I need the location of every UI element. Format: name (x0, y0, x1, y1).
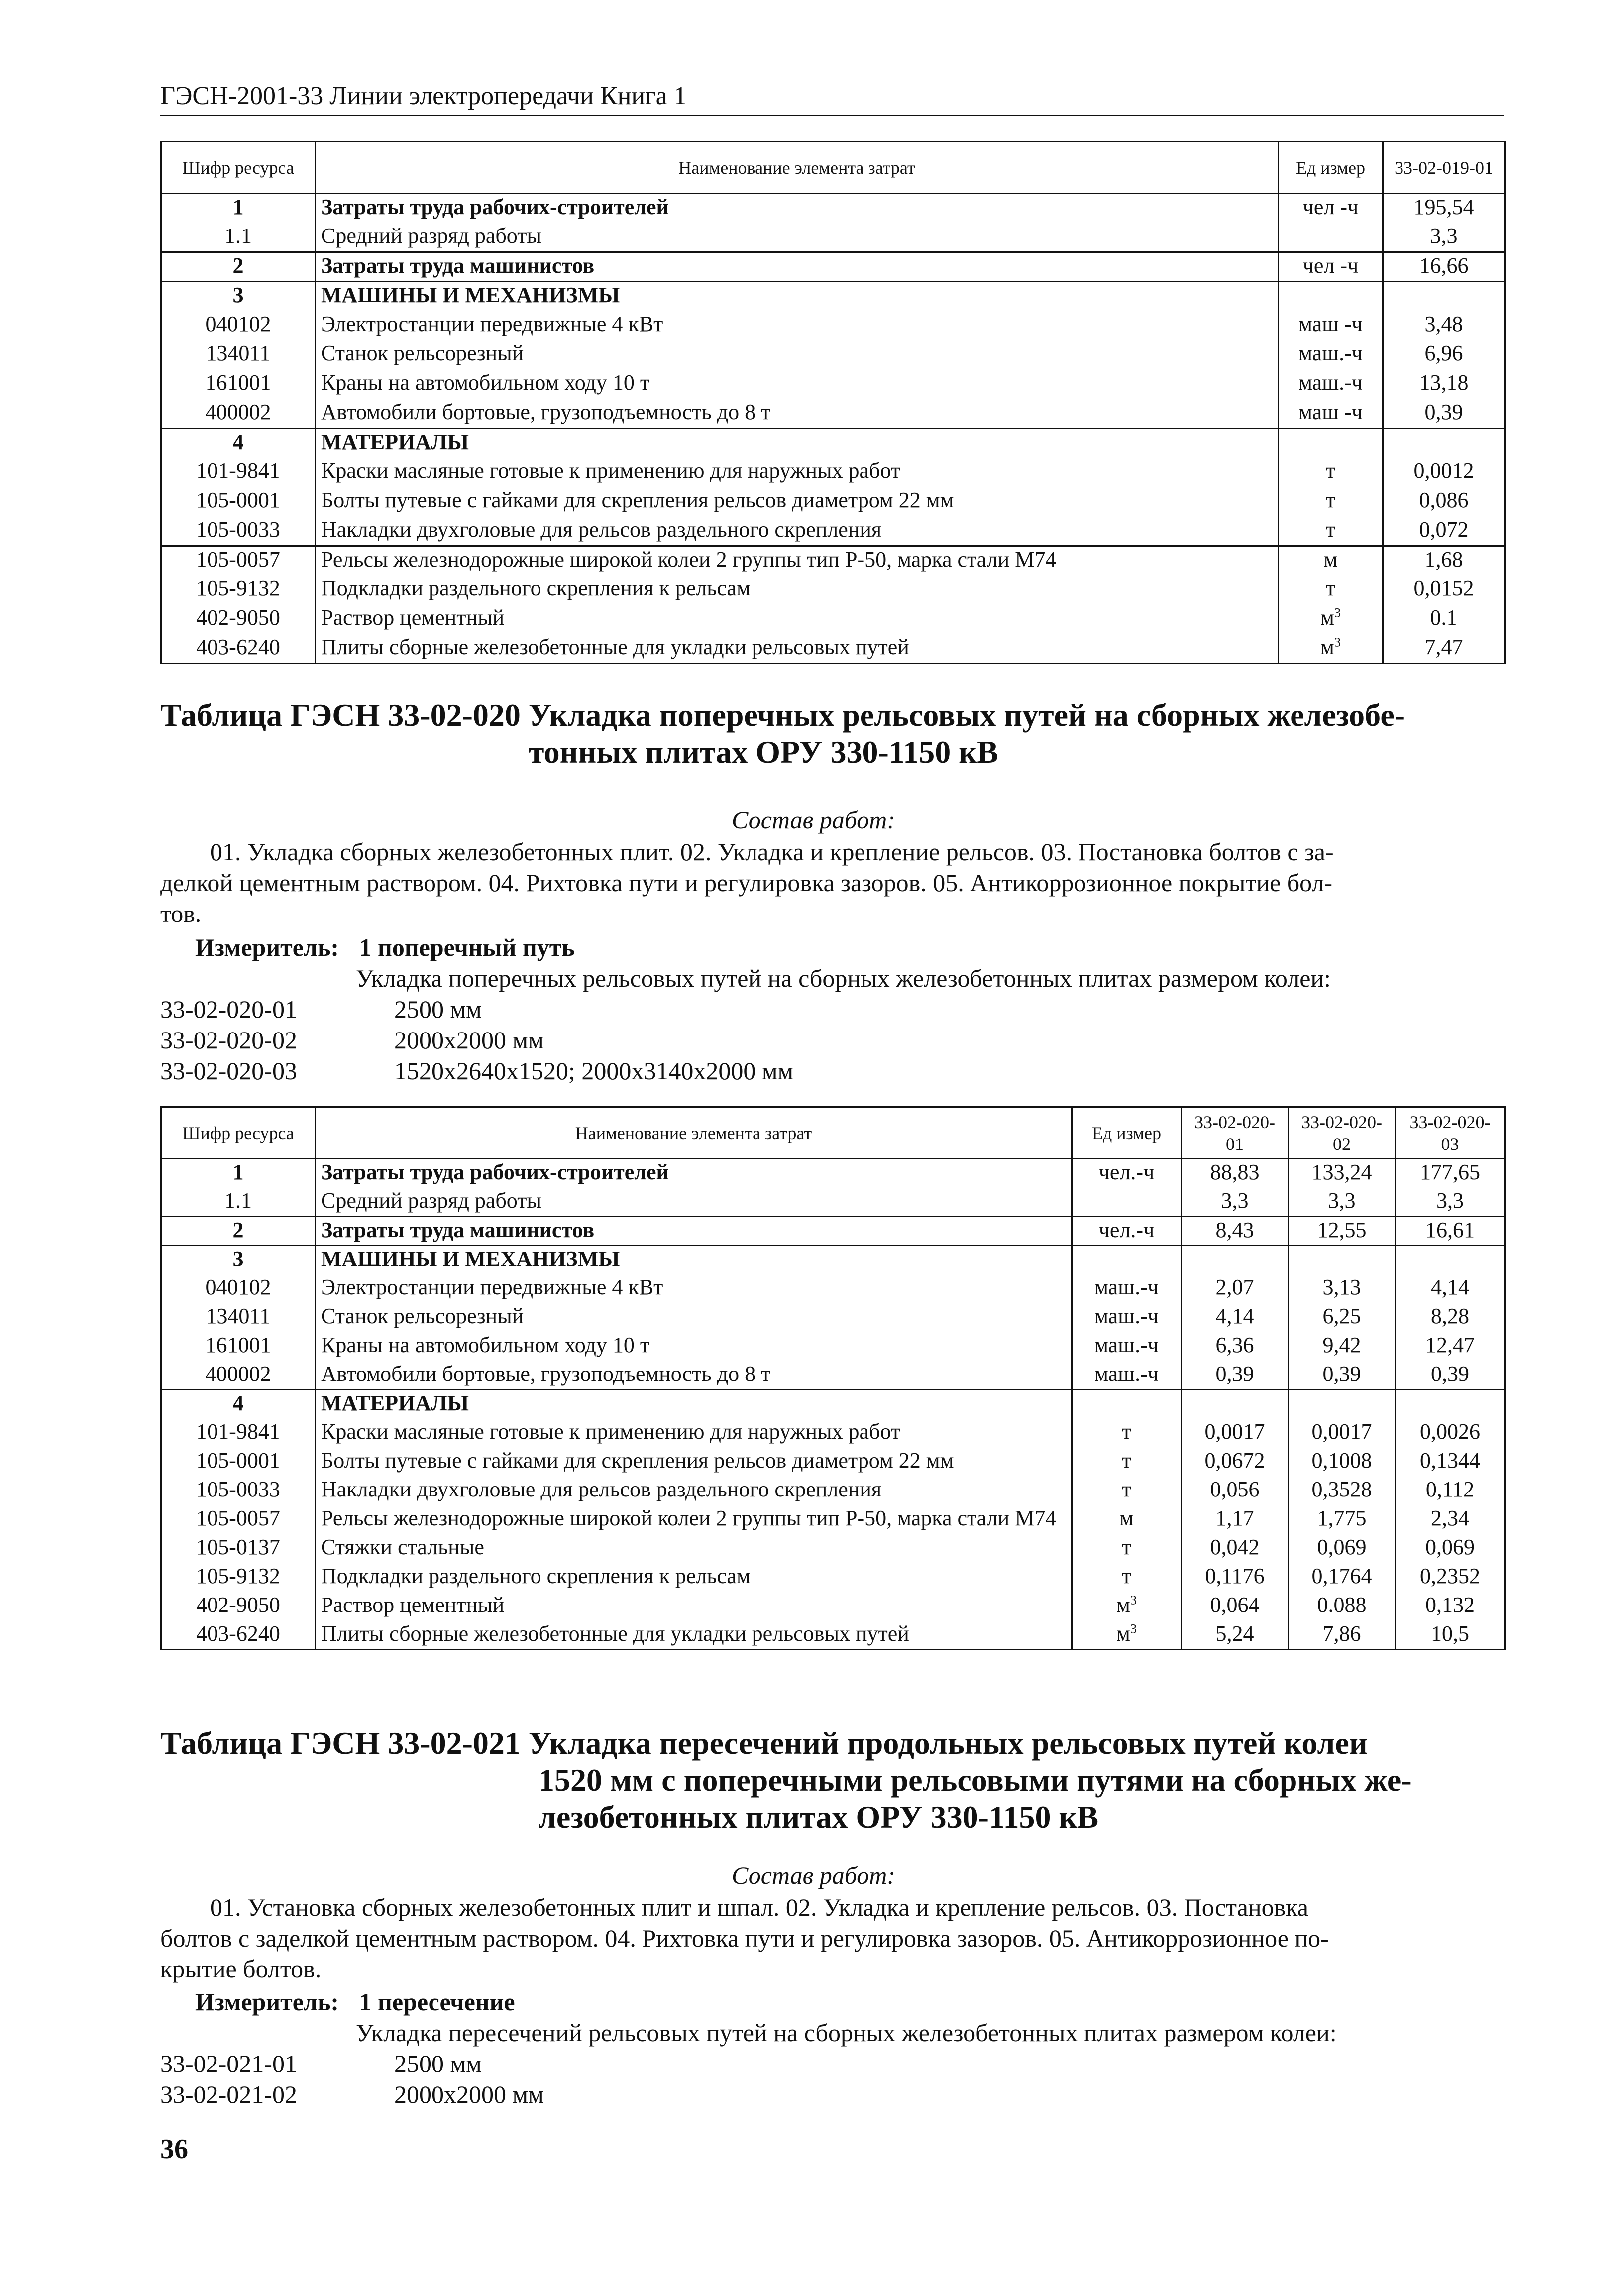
unit-of-measure (1279, 223, 1383, 252)
paragraph-line: тов. (160, 900, 202, 927)
cost-element-name: Краны на автомобильном ходу 10 т (316, 1332, 1072, 1361)
table-row (161, 311, 1505, 341)
norm-value-v2: 133,24 (1289, 1159, 1396, 1188)
norm-value-v1: 0,086 (1383, 487, 1505, 517)
unit-of-measure: маш.-ч (1072, 1361, 1182, 1390)
unit-of-measure: чел.-ч (1072, 1159, 1182, 1188)
meter-line (195, 932, 575, 963)
norm-value-v1: 3,3 (1383, 223, 1505, 252)
norm-value-v1: 3,48 (1383, 311, 1505, 341)
cost-element-name: Рельсы железнодорожные широкой колеи 2 группы тип Р-50, марка стали М74 (316, 1505, 1072, 1534)
cost-element-name: МАТЕРИАЛЫ (316, 429, 1279, 458)
norm-value-v2: 0.088 (1289, 1592, 1396, 1621)
unit-of-measure: маш -ч (1279, 399, 1383, 429)
table-row (161, 1448, 1505, 1477)
norm-value-v2: 0,0017 (1289, 1419, 1396, 1448)
col-header-code: Шифр ресурса (161, 142, 316, 194)
resource-code: 101-9841 (161, 458, 316, 487)
unit-of-measure: $м^3$ (1279, 634, 1383, 664)
cost-element-name: Станок рельсорезный (316, 1303, 1072, 1332)
variants-intro: Укладка пересечений рельсовых путей на сборных железобетонных плитах размером колеи: (356, 2019, 1337, 2047)
unit-of-measure: м (1072, 1505, 1182, 1534)
meter-value: 1 пересечение (359, 1988, 515, 2016)
table-row (161, 1563, 1505, 1592)
table-row (161, 341, 1505, 370)
cost-element-name: Подкладки раздельного скрепления к рельсам (316, 1563, 1072, 1592)
cost-element-name: Затраты труда машинистов (316, 1217, 1072, 1246)
norm-value-v1: 0,056 (1182, 1477, 1289, 1505)
resource-code: 105-0057 (161, 1505, 316, 1534)
unit-of-measure: т (1072, 1477, 1182, 1505)
cost-element-name: Автомобили бортовые, грузоподъемность до 8 т (316, 1361, 1072, 1390)
unit-of-measure: т (1279, 517, 1383, 546)
norm-value-v1: 5,24 (1182, 1621, 1289, 1650)
norm-value-v1: 3,3 (1182, 1188, 1289, 1217)
table-title-33-02-021 (160, 1725, 1504, 1836)
col-header-v1: 33-02-019-01 (1383, 142, 1505, 194)
unit-of-measure: маш.-ч (1072, 1332, 1182, 1361)
norm-value-v3: 0,39 (1396, 1361, 1505, 1390)
resource-code: 040102 (161, 1274, 316, 1303)
variant-row (160, 2079, 544, 2110)
cost-element-name: Краски масляные готовые к применению для наружных работ (316, 1419, 1072, 1448)
col-header-unit: Ед измер (1279, 142, 1383, 194)
unit-of-measure: маш.-ч (1279, 341, 1383, 370)
title-line-1: Таблица ГЭСН 33-02-021 Укладка пересечений продольных рельсовых путей колеи (160, 1725, 1368, 1761)
table-row (161, 1188, 1505, 1217)
norm-value-v3: 177,65 (1396, 1159, 1505, 1188)
norm-value-v2: 0,1008 (1289, 1448, 1396, 1477)
col-header-v3: 33-02-020-03 (1396, 1107, 1505, 1159)
table-row (161, 1303, 1505, 1332)
unit-of-measure: маш -ч (1279, 311, 1383, 341)
table-row (161, 1274, 1505, 1303)
cost-element-name: Плиты сборные железобетонные для укладки рельсовых путей (316, 1621, 1072, 1650)
cost-element-name: Затраты труда рабочих-строителей (316, 194, 1279, 223)
norm-value-v3: 12,47 (1396, 1332, 1505, 1361)
unit-of-measure: т (1072, 1534, 1182, 1563)
norm-value-v3: 3,3 (1396, 1188, 1505, 1217)
norm-value-v1: 7,47 (1383, 634, 1505, 664)
page-number: 36 (160, 2134, 188, 2165)
variant-row (160, 2048, 482, 2079)
cost-element-name: Раствор цементный (316, 605, 1279, 634)
resource-code: 2 (161, 1217, 316, 1246)
paragraph-line: 01. Укладка сборных железобетонных плит. 02. Укладка и крепление рельсов. 03. Постановка болтов с за- (210, 838, 1334, 866)
norm-value-v3: 0,132 (1396, 1592, 1505, 1621)
meter-value: 1 поперечный путь (359, 933, 575, 961)
table-row (161, 282, 1505, 311)
cost-element-name: Рельсы железнодорожные широкой колеи 2 группы тип Р-50, марка стали М74 (316, 546, 1279, 575)
norm-value-v1: 6,96 (1383, 341, 1505, 370)
norm-value-v1: 1,17 (1182, 1505, 1289, 1534)
unit-of-measure (1072, 1246, 1182, 1274)
table-row (161, 605, 1505, 634)
norm-value-v1 (1182, 1390, 1289, 1419)
table-row (161, 1246, 1505, 1274)
table-row (161, 517, 1505, 546)
resource-code: 402-9050 (161, 1592, 316, 1621)
norm-value-v2: 0,39 (1289, 1361, 1396, 1390)
cost-element-name: Станок рельсорезный (316, 341, 1279, 370)
norm-value-v1: 195,54 (1383, 194, 1505, 223)
resource-code: 400002 (161, 399, 316, 429)
cost-element-name: Подкладки раздельного скрепления к рельсам (316, 575, 1279, 605)
variant-code: 33-02-021-02 (160, 2080, 297, 2108)
title-line-1: Таблица ГЭСН 33-02-020 Укладка поперечных рельсовых путей на сборных железобе- (160, 697, 1405, 733)
norm-value-v1 (1383, 282, 1505, 311)
resource-code: 105-0001 (161, 1448, 316, 1477)
cost-element-name: Затраты труда рабочих-строителей (316, 1159, 1072, 1188)
unit-of-measure: т (1279, 575, 1383, 605)
norm-value-v3: 4,14 (1396, 1274, 1505, 1303)
col-header-v2: 33-02-020-02 (1289, 1107, 1396, 1159)
norm-value-v1: 0,072 (1383, 517, 1505, 546)
cost-element-name: Средний разряд работы (316, 223, 1279, 252)
col-header-name: Наименование элемента затрат (316, 142, 1279, 194)
unit-of-measure: т (1279, 487, 1383, 517)
resource-code: 105-0137 (161, 1534, 316, 1563)
table-title-33-02-020 (160, 697, 1504, 771)
table-row (161, 1390, 1505, 1419)
table-row (161, 429, 1505, 458)
norm-value-v1: 2,07 (1182, 1274, 1289, 1303)
title-line-3: лезобетонных плитах ОРУ 330-1150 кВ (539, 1799, 1098, 1835)
norm-value-v3: 2,34 (1396, 1505, 1505, 1534)
cost-element-name: Раствор цементный (316, 1592, 1072, 1621)
norm-value-v1 (1383, 429, 1505, 458)
paragraph-line: крытие болтов. (160, 1955, 322, 1983)
norm-value-v1: 0,0012 (1383, 458, 1505, 487)
meter-label: Измеритель: (195, 933, 339, 961)
unit-of-measure: $м^3$ (1279, 605, 1383, 634)
resource-code: 105-0001 (161, 487, 316, 517)
unit-of-measure: чел -ч (1279, 194, 1383, 223)
cost-element-name: Болты путевые с гайками для скрепления рельсов диаметром 22 мм (316, 1448, 1072, 1477)
resource-code: 101-9841 (161, 1419, 316, 1448)
variant-row (160, 1025, 544, 1055)
norm-value-v2 (1289, 1246, 1396, 1274)
norm-value-v1: 0,0017 (1182, 1419, 1289, 1448)
variant-code: 33-02-020-02 (160, 1026, 297, 1054)
norm-value-v3 (1396, 1390, 1505, 1419)
norm-value-v1: 16,66 (1383, 252, 1505, 282)
norm-value-v2: 9,42 (1289, 1332, 1396, 1361)
unit-of-measure: т (1279, 458, 1383, 487)
unit-of-measure: т (1072, 1448, 1182, 1477)
resource-code: 161001 (161, 370, 316, 399)
col-header-name: Наименование элемента затрат (316, 1107, 1072, 1159)
table-row (161, 1534, 1505, 1563)
norm-value-v1: 6,36 (1182, 1332, 1289, 1361)
table-row (161, 252, 1505, 282)
work-composition-label: Состав работ: (732, 1861, 896, 1889)
paragraph-line: 01. Установка сборных железобетонных плит и шпал. 02. Укладка и крепление рельсов. 03. Постановка (210, 1893, 1308, 1921)
resource-code: 105-0057 (161, 546, 316, 575)
cost-element-name: Плиты сборные железобетонные для укладки рельсовых путей (316, 634, 1279, 664)
norm-value-v1: 4,14 (1182, 1303, 1289, 1332)
cost-element-name: Стяжки стальные (316, 1534, 1072, 1563)
resource-code: 040102 (161, 311, 316, 341)
norm-value-v1: 0,0152 (1383, 575, 1505, 605)
table-row (161, 223, 1505, 252)
work-composition-label: Состав работ: (732, 806, 896, 834)
unit-of-measure (1279, 282, 1383, 311)
norm-value-v1: 0,0672 (1182, 1448, 1289, 1477)
norm-value-v3: 0,2352 (1396, 1563, 1505, 1592)
table-row (161, 634, 1505, 664)
work-composition-text (160, 1892, 1504, 1984)
norm-value-v3 (1396, 1246, 1505, 1274)
norm-value-v3: 0,112 (1396, 1477, 1505, 1505)
table-row (161, 1332, 1505, 1361)
norm-value-v1: 0,39 (1182, 1361, 1289, 1390)
table-row (161, 1419, 1505, 1448)
unit-of-measure: маш.-ч (1072, 1274, 1182, 1303)
col-header-v1: 33-02-020-01 (1182, 1107, 1289, 1159)
cost-element-name: Краски масляные готовые к применению для наружных работ (316, 458, 1279, 487)
norm-value-v2: 0,1764 (1289, 1563, 1396, 1592)
resource-code: 4 (161, 1390, 316, 1419)
table-row (161, 1159, 1505, 1188)
table-row (161, 1217, 1505, 1246)
table-row (161, 1505, 1505, 1534)
resource-code: 1 (161, 1159, 316, 1188)
norm-value-v3: 10,5 (1396, 1621, 1505, 1650)
paragraph-line: болтов с заделкой цементным раствором. 04. Рихтовка пути и регулировка зазоров. 05. Антикоррозионное по- (160, 1924, 1329, 1952)
norm-value-v1: 0,064 (1182, 1592, 1289, 1621)
col-header-unit: Ед измер (1072, 1107, 1182, 1159)
resource-code: 2 (161, 252, 316, 282)
unit-of-measure: маш.-ч (1072, 1303, 1182, 1332)
meter-line (195, 1986, 515, 2017)
table-row (161, 370, 1505, 399)
cost-element-name: Электростанции передвижные 4 кВт (316, 1274, 1072, 1303)
resource-code: 134011 (161, 341, 316, 370)
table-row (161, 1361, 1505, 1390)
resource-code: 3 (161, 282, 316, 311)
norm-value-v2: 7,86 (1289, 1621, 1396, 1650)
resource-code: 1.1 (161, 1188, 316, 1217)
unit-of-measure: чел -ч (1279, 252, 1383, 282)
variant-description: 2500 мм (394, 995, 482, 1023)
variant-row (160, 1055, 793, 1086)
resource-code: 403-6240 (161, 634, 316, 664)
unit-of-measure: $м^3$ (1072, 1592, 1182, 1621)
variant-description: 2000x2000 мм (394, 1026, 544, 1054)
resource-code: 1.1 (161, 223, 316, 252)
norm-value-v1: 13,18 (1383, 370, 1505, 399)
cost-element-name: МАШИНЫ И МЕХАНИЗМЫ (316, 282, 1279, 311)
norm-value-v3: 0,0026 (1396, 1419, 1505, 1448)
norm-value-v1 (1182, 1246, 1289, 1274)
norm-value-v1: 8,43 (1182, 1217, 1289, 1246)
resource-code: 403-6240 (161, 1621, 316, 1650)
norm-value-v2: 0,3528 (1289, 1477, 1396, 1505)
norm-value-v3: 16,61 (1396, 1217, 1505, 1246)
unit-of-measure (1279, 429, 1383, 458)
resource-code: 1 (161, 194, 316, 223)
variant-row (160, 994, 482, 1025)
page-header: ГЭСН-2001-33 Линии электропередачи Книга 1 (160, 81, 1504, 116)
table-row (161, 575, 1505, 605)
variant-description: 2000x2000 мм (394, 2080, 544, 2108)
norm-value-v2: 0,069 (1289, 1534, 1396, 1563)
cost-element-name: Электростанции передвижные 4 кВт (316, 311, 1279, 341)
norm-value-v2: 12,55 (1289, 1217, 1396, 1246)
cost-element-name: Затраты труда машинистов (316, 252, 1279, 282)
unit-of-measure: маш.-ч (1279, 370, 1383, 399)
unit-of-measure: т (1072, 1563, 1182, 1592)
variant-code: 33-02-020-03 (160, 1057, 297, 1085)
unit-of-measure: м (1279, 546, 1383, 575)
table-row (161, 194, 1505, 223)
variant-code: 33-02-021-01 (160, 2050, 297, 2077)
title-line-2: тонных плитах ОРУ 330-1150 кВ (529, 734, 998, 770)
norm-value-v1: 0,042 (1182, 1534, 1289, 1563)
meter-label: Измеритель: (195, 1988, 339, 2016)
cost-table-33-02-019 (160, 141, 1506, 664)
cost-element-name: Болты путевые с гайками для скрепления рельсов диаметром 22 мм (316, 487, 1279, 517)
norm-value-v2: 3,3 (1289, 1188, 1396, 1217)
title-line-2: 1520 мм с поперечными рельсовыми путями на сборных же- (539, 1762, 1412, 1798)
norm-value-v1: 0.1 (1383, 605, 1505, 634)
work-composition-text (160, 836, 1504, 929)
table-row (161, 1621, 1505, 1650)
resource-code: 105-9132 (161, 1563, 316, 1592)
unit-of-measure: чел.-ч (1072, 1217, 1182, 1246)
cost-element-name: МАТЕРИАЛЫ (316, 1390, 1072, 1419)
resource-code: 4 (161, 429, 316, 458)
cost-element-name: Накладки двухголовые для рельсов раздельного скрепления (316, 517, 1279, 546)
cost-element-name: Накладки двухголовые для рельсов раздельного скрепления (316, 1477, 1072, 1505)
norm-value-v1: 1,68 (1383, 546, 1505, 575)
norm-value-v2 (1289, 1390, 1396, 1419)
resource-code: 105-0033 (161, 1477, 316, 1505)
cost-element-name: Краны на автомобильном ходу 10 т (316, 370, 1279, 399)
resource-code: 105-9132 (161, 575, 316, 605)
cost-table-33-02-020 (160, 1106, 1506, 1650)
norm-value-v3: 8,28 (1396, 1303, 1505, 1332)
norm-value-v2: 3,13 (1289, 1274, 1396, 1303)
table-row (161, 487, 1505, 517)
resource-code: 161001 (161, 1332, 316, 1361)
norm-value-v1: 0,1176 (1182, 1563, 1289, 1592)
resource-code: 3 (161, 1246, 316, 1274)
norm-value-v2: 6,25 (1289, 1303, 1396, 1332)
variant-code: 33-02-020-01 (160, 995, 297, 1023)
unit-of-measure (1072, 1390, 1182, 1419)
norm-value-v3: 0,1344 (1396, 1448, 1505, 1477)
norm-value-v1: 88,83 (1182, 1159, 1289, 1188)
resource-code: 402-9050 (161, 605, 316, 634)
table-row (161, 546, 1505, 575)
norm-value-v3: 0,069 (1396, 1534, 1505, 1563)
table-row (161, 399, 1505, 429)
cost-element-name: МАШИНЫ И МЕХАНИЗМЫ (316, 1246, 1072, 1274)
table-row (161, 1592, 1505, 1621)
resource-code: 105-0033 (161, 517, 316, 546)
variant-description: 1520x2640x1520; 2000x3140x2000 мм (394, 1057, 794, 1085)
table-row (161, 458, 1505, 487)
norm-value-v1: 0,39 (1383, 399, 1505, 429)
cost-element-name: Средний разряд работы (316, 1188, 1072, 1217)
col-header-code: Шифр ресурса (161, 1107, 316, 1159)
norm-value-v2: 1,775 (1289, 1505, 1396, 1534)
resource-code: 400002 (161, 1361, 316, 1390)
cost-element-name: Автомобили бортовые, грузоподъемность до 8 т (316, 399, 1279, 429)
variants-intro: Укладка поперечных рельсовых путей на сборных железобетонных плитах размером колеи: (356, 964, 1331, 992)
table-row (161, 1477, 1505, 1505)
unit-of-measure: $м^3$ (1072, 1621, 1182, 1650)
paragraph-line: делкой цементным раствором. 04. Рихтовка пути и регулировка зазоров. 05. Антикоррозионное покрытие бол- (160, 869, 1333, 897)
unit-of-measure: т (1072, 1419, 1182, 1448)
resource-code: 134011 (161, 1303, 316, 1332)
variant-description: 2500 мм (394, 2050, 482, 2077)
unit-of-measure (1072, 1188, 1182, 1217)
